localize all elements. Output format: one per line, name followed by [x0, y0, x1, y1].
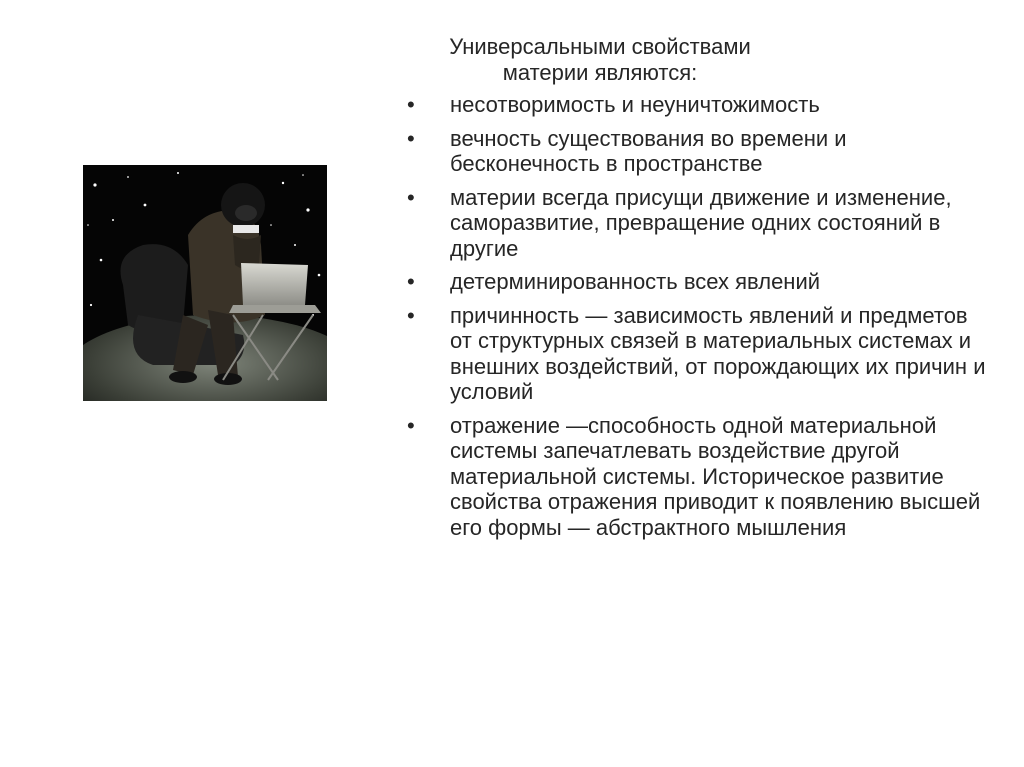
gorilla-laptop-illustration: [83, 165, 327, 401]
bullet-icon: •: [407, 269, 415, 294]
bullet-icon: •: [407, 125, 415, 151]
bullet-item: [405, 303, 990, 405]
bullet-text: вечность существования во времени и бесконечность в пространстве: [450, 125, 847, 176]
bullet-text: детерминированность всех явлений: [450, 269, 821, 294]
bullet-text: причинность — зависимость явлений и предметов от структурных связей в материальных системах и внешних воздействий, от порождающих их причин и условий: [450, 302, 986, 404]
bullet-text: отражение —способность одной материальной системы запечатлевать воздействие другой материальной системы. Историческое развитие свойства отражения приводит к появлению высшей его формы — абстрактного мышления: [450, 412, 981, 540]
slide-heading: Универсальными свойствами материи являются:: [449, 34, 751, 85]
laptop-screen: [241, 263, 308, 305]
bullet-item: [405, 185, 990, 262]
laptop-base: [229, 305, 321, 313]
content-text-block: [405, 34, 990, 548]
bullet-item: [405, 126, 990, 177]
bullet-item: [405, 269, 990, 295]
bullet-icon: •: [407, 302, 415, 328]
shirt-collar: [233, 225, 259, 233]
bullet-text: материи всегда присущи движение и изменение, саморазвитие, превращение одних состояний в другие: [450, 184, 952, 261]
bullet-icon: •: [407, 184, 415, 210]
bullet-item: [405, 92, 990, 118]
illustration-graphic: [83, 165, 327, 401]
bullet-list: [405, 92, 990, 540]
bullet-item: [405, 413, 990, 541]
bullet-icon: •: [407, 412, 415, 438]
bullet-text: несотворимость и неуничтожимость: [450, 92, 820, 117]
bullet-icon: •: [407, 92, 415, 117]
